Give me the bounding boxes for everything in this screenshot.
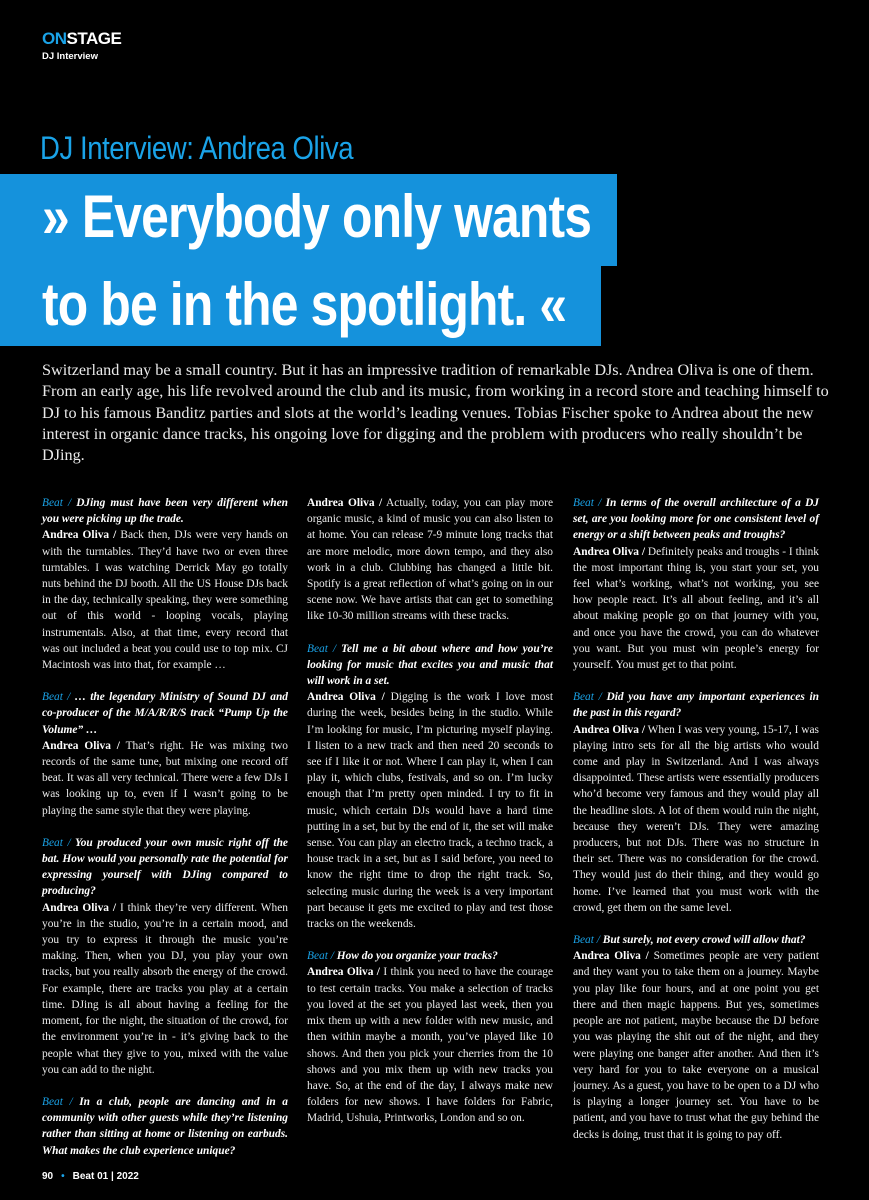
interview-question: [42, 689, 288, 738]
question-label: Beat /: [573, 691, 602, 704]
speaker-label: Andrea Oliva /: [42, 901, 117, 914]
interview-question: [42, 1094, 288, 1159]
speaker-label: Andrea Oliva /: [42, 739, 120, 752]
speaker-label: Andrea Oliva /: [573, 950, 649, 963]
question-label: Beat /: [42, 691, 71, 704]
answer-text: I think they’re very different. When you’re in the studio, you’re in a certain mood, and you try to express it through the music you’re making. Then, when you DJ, you play your own tracks, but you really absorb the energy of the crowd. For example, there are tracks you play at a certain time. DJing is all about having a feeling for the moment, for the night, the situation of the crowd, for the environment you’re in - it’s giving back to the people what they give to you, mixed with the value you can add to the night.: [42, 901, 288, 1076]
column-1: [42, 495, 288, 1159]
question-text: … the legendary Ministry of Sound DJ and co-producer of the M/A/R/R/S track “Pump Up the Volume” …: [42, 691, 288, 736]
question-text: Did you have any important experiences in the past in this regard?: [573, 691, 819, 720]
question-text: In a club, people are dancing and in a community with other guests while they’re listening rather than sitting at home or listening on earbuds. What makes the club experience unique?: [42, 1095, 288, 1157]
speaker-label: Andrea Oliva /: [42, 529, 117, 542]
answer-text: Digging is the work I love most during the week, besides being in the studio. While I’m looking for music, I’m picturing myself playing. I listen to a new track and then need 20 seconds to see if I like it or not. Where I can play it, when I can play it, which clubs, festivals, and so on. I’m lucky enough that I’m pretty open minded. I try to fit in music, which certain DJs would have a hard time putting in a set, but by the end of it, the set will make sense. You can play an electro track, a techno track, a house track in a set, but as I said before, you need to know the right time to drop the right track. So, selecting music during the week is a very important part because it gets me excited to play and test those tracks on the weekends.: [307, 691, 553, 931]
speaker-label: Andrea Oliva /: [307, 691, 385, 704]
interview-question: [573, 932, 819, 948]
speaker-label: Andrea Oliva /: [573, 723, 645, 736]
interview-answer: [573, 948, 819, 1142]
interview-question: [573, 495, 819, 544]
footer-bullet: •: [61, 1171, 65, 1182]
interview-answer: [307, 964, 553, 1126]
question-label: Beat /: [42, 1095, 73, 1108]
question-label: Beat /: [42, 497, 72, 509]
onstage-logo: ONSTAGE: [42, 29, 122, 48]
answer-text: When I was very young, 15-17, I was playing intro sets for all the big artists who would come and play in Switzerland. And I was always disappointed. These artists were essentially producers who’d become very famous and they would play all the headline slots. A lot of them would ruin the night, because they weren’t DJs. They were amazing producers, but not DJs. There was no structure in their set. There was no consideration for the crowd. They would just do their thing, and they would go home. I’ve learned that you must work with the crowd, get them on the same level.: [573, 723, 819, 914]
answer-text: Definitely peaks and troughs - I think the most important thing is, you start your set, you feel what’s working, what’s not working, you see how people react. It’s all about feeling, and it’s all about making people go on that journey with you, and once you have the crowd, you can do whatever you want. But you must win people’s energy for yourself. You must get to that point.: [573, 545, 819, 672]
answer-text: Sometimes people are very patient and they want you to take them on a journey. Maybe you play like four hours, and at one point you get there and then magic happens. But yes, sometimes people are not patient, maybe because the DJ before you was playing the shit out of the night, and they were playing one banger after another. And then it’s very hard for you to take everyone on a musical journey. As a guest, you have to be open to a DJ who is playing a longer journey set. You have to be patient, and you have to trust what the guy behind the decks is doing, trust that it is going to pay off.: [573, 950, 819, 1141]
question-text: In terms of the overall architecture of a DJ set, are you looking more for one consistent level of energy or a shift between peaks and troughs?: [573, 497, 819, 542]
interview-question: [573, 689, 819, 721]
interview-answer: [42, 738, 288, 819]
column-3: [573, 495, 819, 1159]
answer-text: I think you need to have the courage to test certain tracks. You make a selection of tracks you loved at the set you played last week, then you mix them up with a new folder with new music, and then within maybe a month, you’ve played like 10 shows. And then you pick your cherries from the 10 shows and you mix them up with new tracks you have. So, at the end of the day, I always make new folders for new shows. I have folders for Fabric, Madrid, Ushuia, Printworks, London and so on.: [307, 966, 553, 1125]
headline-line-2: to be in the spotlight. «: [42, 271, 567, 338]
interview-answer: [307, 689, 553, 932]
question-label: Beat /: [573, 934, 600, 947]
article-kicker: DJ Interview: Andrea Oliva: [40, 130, 354, 166]
interview-question: [42, 835, 288, 900]
interview-answer: [307, 495, 553, 625]
interview-question: [307, 641, 553, 690]
question-label: Beat /: [42, 836, 71, 849]
lead-paragraph: Switzerland may be a small country. But it has an impressive tradition of remarkable DJs. Andrea Oliva is one of them. From an early age, his life revolved around the club and its music, from working in a record store and teaching himself to DJ to his famous Banditz parties and slots at the world’s leading venues. Tobias Fischer spoke to Andrea about the new interest in organic dance tracks, his ongoing love for digging and the problem with producers who really shouldn’t be DJing.: [42, 361, 829, 465]
interview-answer: [573, 544, 819, 674]
interview-answer: [42, 900, 288, 1078]
answer-text: That’s right. He was mixing two records of the same tune, but mixing one record off beat. It was all very technical. There were a few DJs I was looking up to, even if I wasn’t going to be playing the same style that they were playing.: [42, 739, 288, 817]
speaker-label: Andrea Oliva /: [573, 545, 646, 558]
issue-label: Beat 01 | 2022: [72, 1171, 139, 1182]
question-text: Tell me a bit about where and how you’re looking for music that excites you and music that will work in a set.: [307, 642, 553, 688]
interview-question: [307, 948, 553, 964]
question-text: DJing must have been very different when you were picking up the trade.: [42, 497, 288, 526]
question-text: But surely, not every crowd will allow that?: [602, 934, 806, 947]
section-label: DJ Interview: [42, 51, 98, 62]
answer-text: Back then, DJs were very hands on with the turntables. They’d have two or even three turntables. I was watching Derrick May go totally nuts behind the DJ booth. All the US House DJs back in the day, technically speaking, they were something out of this world - looping vocals, playing instrumentals. Also, at that time, every record that was out included a beat you could use to top mix. CJ Macintosh was into that, for example …: [42, 529, 288, 672]
page-footer: [42, 1171, 139, 1182]
page-number: 90: [42, 1171, 54, 1182]
interview-question: [42, 495, 288, 527]
headline-line-1: » Everybody only wants: [42, 183, 592, 250]
question-label: Beat /: [307, 950, 334, 963]
magazine-brand: [42, 30, 121, 62]
interview-answer: [573, 722, 819, 916]
question-text: You produced your own music right off the bat. How would you personally rate the potential for expressing yourself with DJing compared to producing?: [42, 836, 288, 898]
question-label: Beat /: [573, 497, 602, 509]
question-label: Beat /: [307, 642, 337, 655]
speaker-label: Andrea Oliva /: [307, 497, 383, 509]
question-text: How do you organize your tracks?: [336, 950, 498, 963]
column-2: [307, 495, 553, 1143]
interview-answer: [42, 527, 288, 673]
answer-text: Actually, today, you can play more organic music, a kind of music you can also listen to at home. You can release 7-9 minute long tracks that are more melodic, more down tempo, and they also work in a club. Clubbing has changed a little bit. Spotify is a great reflection of what’s going on in our scene now. We have artists that can get to something like 10-30 million streams with these tracks.: [307, 497, 554, 623]
speaker-label: Andrea Oliva /: [307, 966, 380, 979]
